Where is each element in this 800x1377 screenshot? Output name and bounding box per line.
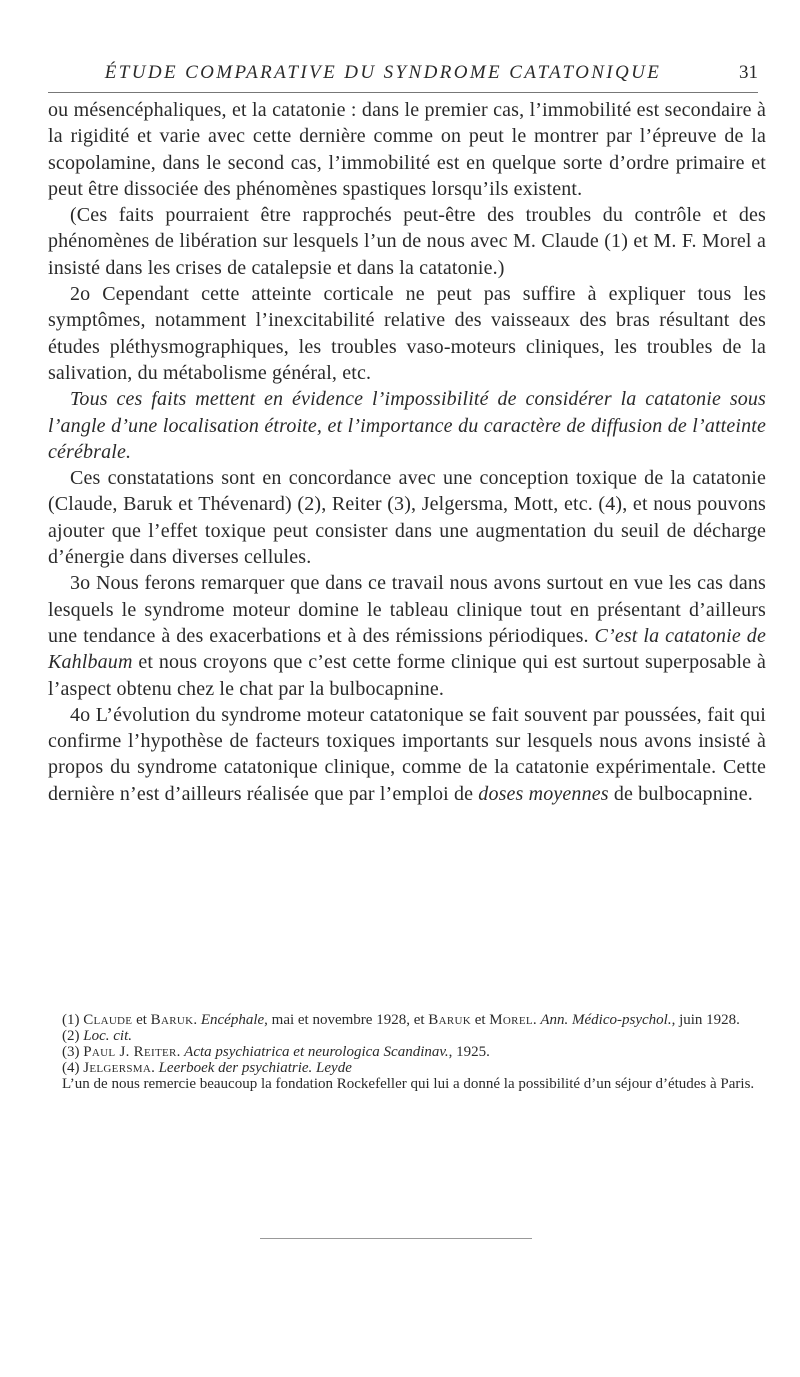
footnote-1-number: (1) bbox=[62, 1012, 80, 1028]
footnote-3: (3) Paul J. Reiter. Acta psychiatrica et neurologica Scandinav., 1925. bbox=[62, 1044, 490, 1060]
paragraph-6-text-a: 3o Nous ferons remarquer que dans ce travail nous avons surtout en vue les cas dans lesquels le syndrome moteur domine le tableau clinique tout en présentant d’ailleurs une tendance à des exacerbations et à des rémissions périodiques. bbox=[48, 572, 766, 647]
footnote-1-journal-2: Ann. Médico-psychol. bbox=[540, 1012, 672, 1028]
footnote-4: (4) Jelgersma. Leerboek der psychiatrie. Leyde bbox=[62, 1060, 352, 1076]
footnote-2-number: (2) bbox=[62, 1028, 80, 1044]
page-number: 31 bbox=[739, 62, 758, 83]
footnote-1-date-1: , mai et novembre 1928, et bbox=[264, 1012, 425, 1028]
paragraph-6 bbox=[48, 570, 766, 701]
footnote-1-and-2: et bbox=[474, 1012, 486, 1028]
footnote-4-author: Jelgersma bbox=[83, 1060, 152, 1076]
paragraph-3: 2o Cependant cette atteinte corticale ne peut pas suffire à expliquer tous les symptômes, notamment l’inexcitabilité relative des vaisseaux des bras résultant des études pléthysmographiques, les troubles vaso-moteurs cliniques, les troubles de la salivation, du métabolisme général, etc. bbox=[48, 283, 766, 384]
body-text bbox=[48, 97, 766, 807]
bottom-rule bbox=[260, 1238, 532, 1239]
footnote-1-date-2: , juin 1928. bbox=[671, 1012, 740, 1028]
footnote-2-text: Loc. cit. bbox=[83, 1028, 132, 1044]
paragraph-7-emphasis: doses moyennes bbox=[478, 782, 609, 805]
footnote-1-author-3: Baruk bbox=[428, 1012, 471, 1028]
footnote-3-author: Paul J. Reiter bbox=[83, 1044, 177, 1060]
footnote-4-title: Leerboek der psychiatrie. Leyde bbox=[158, 1060, 352, 1076]
running-head bbox=[48, 62, 758, 92]
paragraph-4: Tous ces faits mettent en évidence l’impossibilité de considérer la catatonie sous l’angle d’une localisation étroite, et l’importance du caractère de diffusion de l’atteinte cérébrale. bbox=[48, 388, 766, 463]
footnote-1-and: et bbox=[136, 1012, 147, 1028]
footnote-4-number: (4) bbox=[62, 1060, 80, 1076]
footnotes bbox=[62, 1012, 774, 1092]
paragraph-2: (Ces faits pourraient être rapprochés peut-être des troubles du contrôle et des phénomènes de libération sur lesquels l’un de nous avec M. Claude (1) et M. F. Morel a insisté dans les crises de catalepsie et dans la catatonie.) bbox=[48, 204, 766, 279]
footnote-2 bbox=[62, 1028, 774, 1044]
paragraph-7-text-a: 4o L’évolution du syndrome moteur catatonique se fait souvent par poussées, fait qui confirme l’hypothèse de facteurs toxiques importants sur lesquels nous avons insisté à propos du syndrome catatonique clinique, comme de la catatonie expérimentale. Cette dernière n’est d’ailleurs réalisée que par l’emploi de bbox=[48, 703, 766, 805]
paragraph-5: Ces constatations sont en concordance avec une conception toxique de la catatonie (Claude, Baruk et Thévenard) (2), Reiter (3), Jelgersma, Mott, etc. (4), et nous pouvons ajouter que l’effet toxique peut consister dans une augmentation du seuil de décharge d’énergie dans diverses cellules. bbox=[48, 467, 766, 569]
paragraph-6-text-c: et nous croyons que c’est cette forme clinique qui est surtout superposable à l’aspect obtenu chez le chat par la bulbocapnine. bbox=[48, 651, 767, 700]
paragraph-7-text-c: de bulbocapnine. bbox=[613, 782, 753, 805]
footnote-1-author-4: Morel bbox=[489, 1012, 533, 1028]
footnote-3-number: (3) bbox=[62, 1044, 80, 1060]
footnote-1-author-2: Baruk bbox=[150, 1012, 194, 1028]
footnote-1-journal-1: Encéphale bbox=[200, 1012, 265, 1028]
paragraph-6-emphasis: C’est la catatonie de Kahlbaum bbox=[48, 624, 766, 674]
paragraph-1: ou mésencéphaliques, et la catatonie : dans le premier cas, l’immobilité est secondaire à la rigidité et varie avec cette dernière comme on peut le montrer par l’épreuve de la scopolamine, dans le second cas, l’immobilité est en quelque sorte d’ordre primaire et peut être dissociée des phénomènes spastiques lorsqu’ils existent. bbox=[48, 99, 766, 200]
running-title: ÉTUDE COMPARATIVE DU SYNDROME CATATONIQUE bbox=[104, 62, 662, 83]
header-rule bbox=[48, 92, 758, 93]
footnote-1: (1) Claude et Baruk. Encéphale, mai et novembre 1928, et Baruk et Morel. Ann. Médico-psychol., juin 1928. bbox=[62, 1012, 740, 1028]
footnote-3-journal: Acta psychiatrica et neurologica Scandinav. bbox=[184, 1044, 449, 1060]
footnote-1-author-1: Claude bbox=[83, 1012, 133, 1028]
paragraph-7 bbox=[48, 702, 766, 807]
footnote-3-year: , 1925. bbox=[448, 1044, 490, 1060]
footnote-5: L’un de nous remercie beaucoup la fondation Rockefeller qui lui a donné la possibilité d’un séjour d’études à Paris. bbox=[62, 1076, 755, 1092]
